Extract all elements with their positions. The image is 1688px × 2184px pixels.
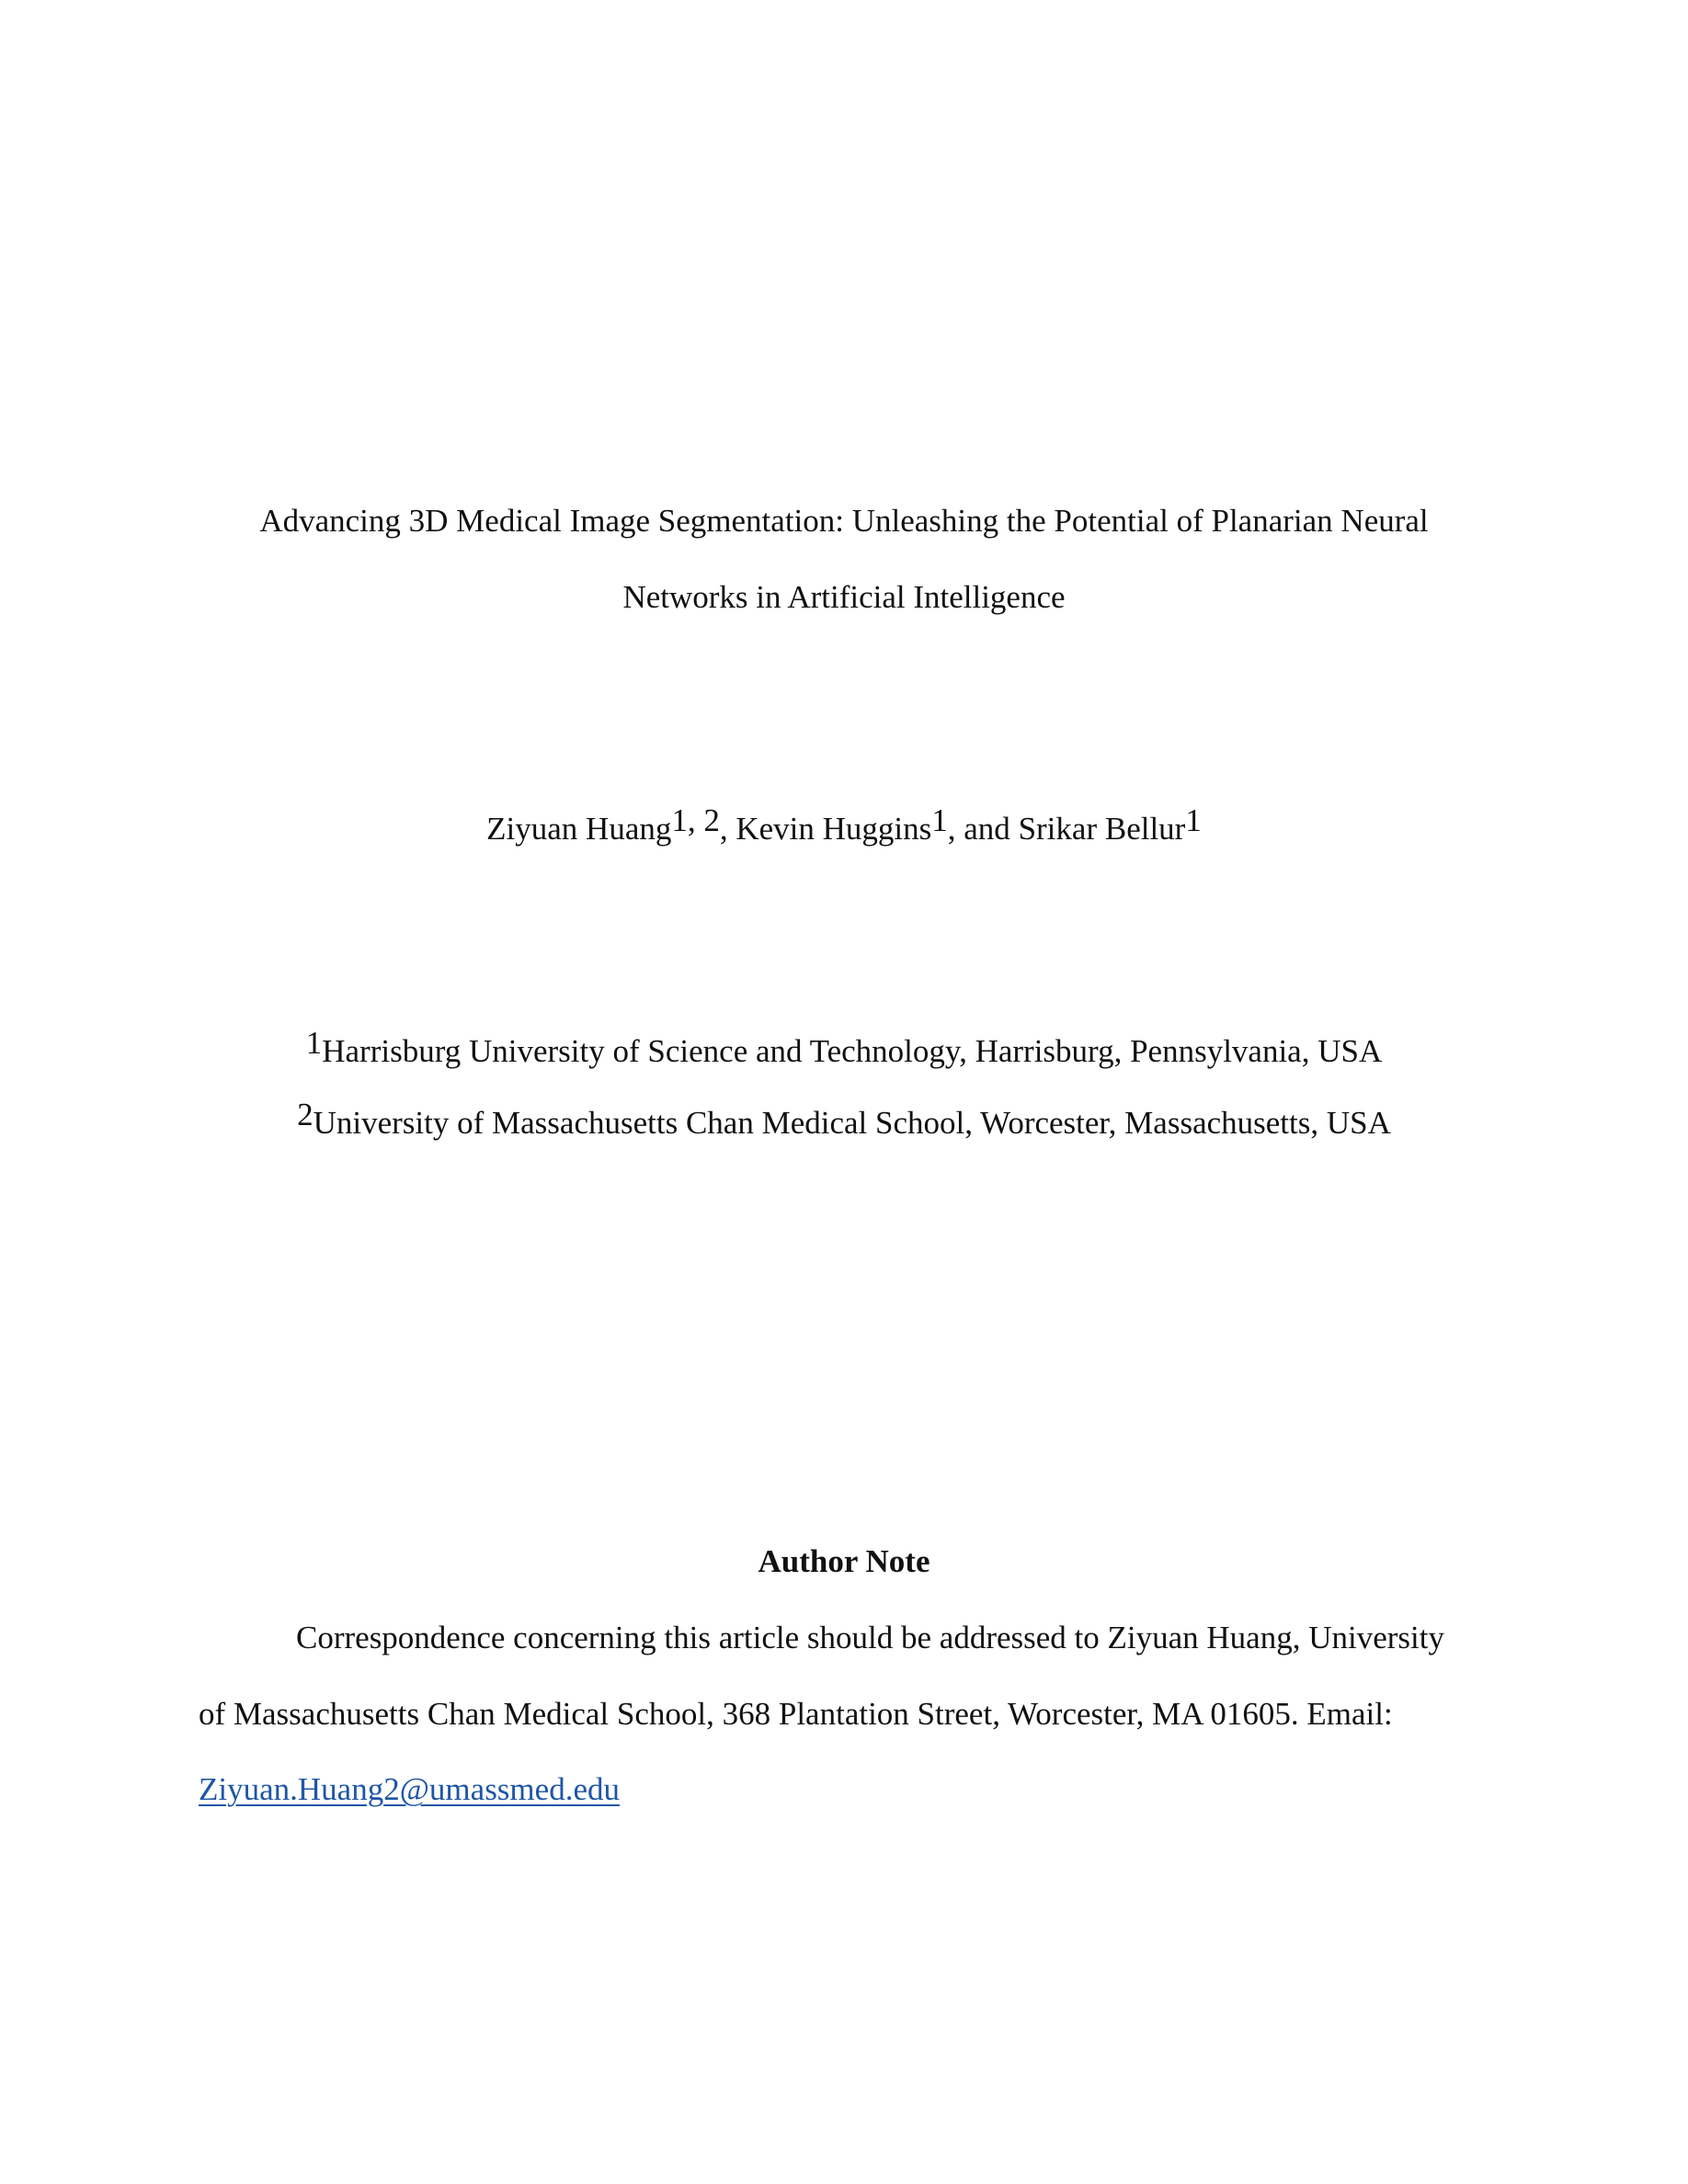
author-separator: , xyxy=(719,811,736,847)
affiliation-mark: 2 xyxy=(297,1097,314,1132)
paper-title-line-2: Networks in Artificial Intelligence xyxy=(622,579,1066,615)
author-separator: , and xyxy=(947,811,1019,847)
affiliation-2 xyxy=(0,1097,1688,1143)
affiliation-text: Harrisburg University of Science and Technology, Harrisburg, Pennsylvania, USA xyxy=(322,1033,1383,1069)
author-affiliation-mark: 1 xyxy=(931,802,948,838)
email-link[interactable]: Ziyuan.Huang2@umassmed.edu xyxy=(199,1771,620,1807)
author-affiliation-mark: 1, 2 xyxy=(671,802,720,838)
author-name: Srikar Bellur xyxy=(1018,811,1186,847)
paper-title-line-1: Advancing 3D Medical Image Segmentation: Unleashing the Potential of Planarian Neural xyxy=(259,503,1429,539)
affiliation-text: University of Massachusetts Chan Medical School, Worcester, Massachusetts, USA xyxy=(313,1105,1391,1141)
affiliation-1 xyxy=(0,1025,1688,1072)
affiliation-mark: 1 xyxy=(305,1025,323,1061)
author-note-heading: Author Note xyxy=(758,1543,930,1579)
author-note-line-2: of Massachusetts Chan Medical School, 368 Plantation Street, Worcester, MA 01605. Email: xyxy=(199,1696,1393,1732)
author-note-line-1: Correspondence concerning this article should be addressed to Ziyuan Huang, University xyxy=(296,1620,1444,1655)
author-name: Kevin Huggins xyxy=(736,811,932,847)
author-name: Ziyuan Huang xyxy=(486,811,672,847)
author-list xyxy=(0,802,1688,849)
author-note-email-line xyxy=(199,1769,620,1810)
author-affiliation-mark: 1 xyxy=(1185,802,1202,838)
